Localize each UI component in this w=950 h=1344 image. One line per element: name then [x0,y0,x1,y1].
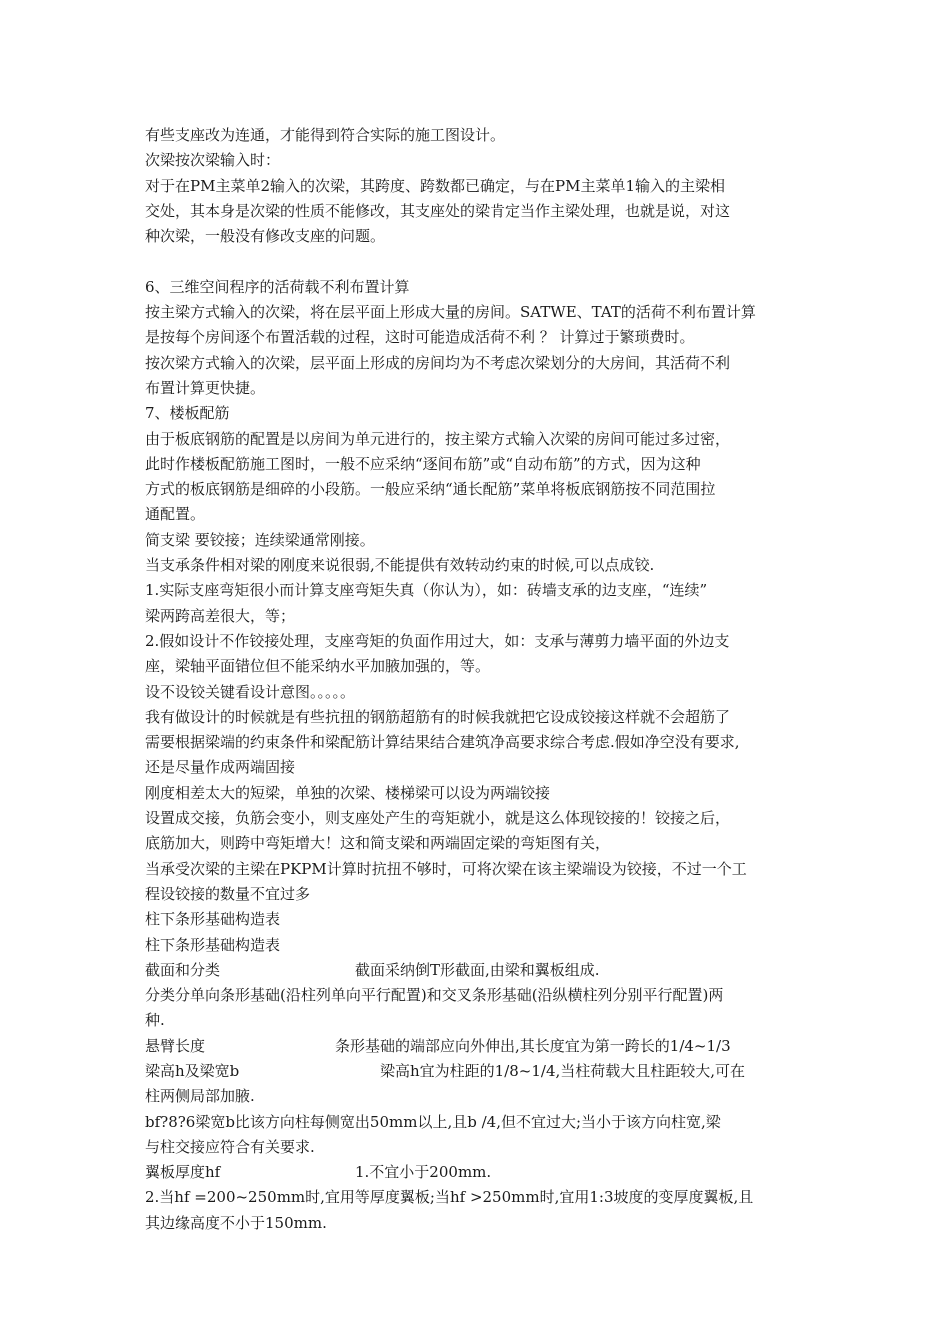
row-label: 悬臂长度 [145,1036,206,1055]
text-line: 底筋加大，则跨中弯矩增大！这和简支梁和两端固定梁的弯矩图有关， [145,834,611,853]
row-text: 分类分单向条形基础(沿柱列单向平行配置)和交叉条形基础(沿纵横柱列分别平行配置)两 [145,986,724,1005]
table-row [145,1008,825,1033]
table-row [145,983,825,1008]
text-line: 程设铰接的数量不宜过多 [145,884,311,903]
row-text: 种. [145,1011,165,1030]
row-label: 翼板厚度hf [145,1163,221,1182]
document-body [145,123,825,1236]
blank-line [145,249,825,274]
table-title: 柱下条形基础构造表 [145,910,281,929]
text-line: 设不设铰关键看设计意图。。。。。 [145,682,356,701]
text-line: 通配置。 [145,505,206,524]
text-line: 次梁按次梁输入时： [145,151,281,170]
section-heading: 6、三维空间程序的活荷载不利布置计算 [145,277,410,296]
row-text: 1.不宜小于200mm. [355,1163,492,1182]
text-line: 交处，其本身是次梁的性质不能修改，其支座处的梁肯定当作主梁处理，也就是说，对这 [145,201,731,220]
text-line: 设置成交接，负筋会变小，则支座处产生的弯矩就小，就是这么体现铰接的！铰接之后， [145,809,731,828]
row-text: 条形基础的端部应向外伸出,其长度宜为第一跨长的1/4~1/3 [335,1036,731,1055]
text-line: 按主梁方式输入的次梁，将在层平面上形成大量的房间。SATWE、TAT的活荷不利布置计算 [145,303,756,322]
row-text: 与柱交接应符合有关要求. [145,1137,315,1156]
text-line: 梁两跨高差很大，等； [145,606,296,625]
text-line: 布置计算更快捷。 [145,378,266,397]
text-line: 当承受次梁的主梁在PKPM计算时抗扭不够时，可将次梁在该主梁端设为铰接，不过一个工 [145,859,747,878]
row-text: 梁高h宜为柱距的1/8~1/4,当柱荷载大且柱距较大,可在 [380,1061,746,1080]
table-title: 柱下条形基础构造表 [145,935,281,954]
text-line: 种次梁，一般没有修改支座的问题。 [145,227,386,246]
text-line: 刚度相差太大的短梁，单独的次梁、楼梯梁可以设为两端铰接 [145,783,551,802]
table-row [145,1185,825,1210]
text-line: 还是尽量作成两端固接 [145,758,296,777]
row-label: 截面和分类 [145,960,221,979]
row-label: 梁高h及梁宽b [145,1061,240,1080]
text-line: 2.假如设计不作铰接处理，支座弯矩的负面作用过大，如：支承与薄剪力墙平面的外边支 [145,631,730,650]
row-text: 柱两侧局部加腋. [145,1087,255,1106]
table-row [145,1160,825,1185]
row-text: 2.当hf =200~250mm时,宜用等厚度翼板;当hf >250mm时,宜用1:3坡度的变厚度翼板,且 [145,1188,754,1207]
text-line: 需要根据梁端的约束条件和梁配筋计算结果结合建筑净高要求综合考虑.假如净空没有要求, [145,733,740,752]
text-line: 座，梁轴平面错位但不能采纳水平加腋加强的，等。 [145,657,491,676]
text-line: 有些支座改为连通，才能得到符合实际的施工图设计。 [145,126,506,144]
text-line: 是按每个房间逐个布置活载的过程，这时可能造成活荷不利 ？ 计算过于繁琐费时。 [145,328,695,347]
text-line: 1.实际支座弯矩很小而计算支座弯矩失真（你认为），如：砖墙支承的边支座，“连续” [145,581,708,600]
text-line: 按次梁方式输入的次梁，层平面上形成的房间均为不考虑次梁划分的大房间，其活荷不利 [145,353,731,372]
row-text: 其边缘高度不小于150mm. [145,1213,327,1232]
table-row [145,1211,825,1236]
row-text: bf?8?6梁宽b比该方向柱每侧宽出50mm以上,且b /4,但不宜过大;当小于该方向柱宽,梁 [145,1112,721,1131]
text-line: 此时作楼板配筋施工图时，一般不应采纳“逐间布筋”或“自动布筋”的方式，因为这种 [145,454,701,473]
table-row [145,1084,825,1109]
text-line: 简支梁 要铰接；连续梁通常刚接。 [145,530,375,549]
table-row [145,1135,825,1160]
row-text: 截面采纳倒T形截面,由梁和翼板组成. [355,960,600,979]
text-line: 当支承条件相对梁的刚度来说很弱,不能提供有效转动约束的时候,可以点成铰. [145,556,655,575]
text-line: 由于板底钢筋的配置是以房间为单元进行的，按主梁方式输入次梁的房间可能过多过密， [145,429,731,448]
text-line: 我有做设计的时候就是有些抗扭的钢筋超筋有的时候我就把它设成铰接这样就不会超筋了 [145,707,731,726]
text-line: 对于在PM主菜单2输入的次梁，其跨度、跨数都已确定，与在PM主菜单1输入的主梁相 [145,176,725,195]
table-row [145,958,825,983]
section-heading: 7、楼板配筋 [145,404,230,423]
table-row [145,1059,825,1084]
table-row [145,1034,825,1059]
text-line: 方式的板底钢筋是细碎的小段筋。一般应采纳“通长配筋”菜单将板底钢筋按不同范围拉 [145,480,716,499]
table-row [145,1110,825,1135]
